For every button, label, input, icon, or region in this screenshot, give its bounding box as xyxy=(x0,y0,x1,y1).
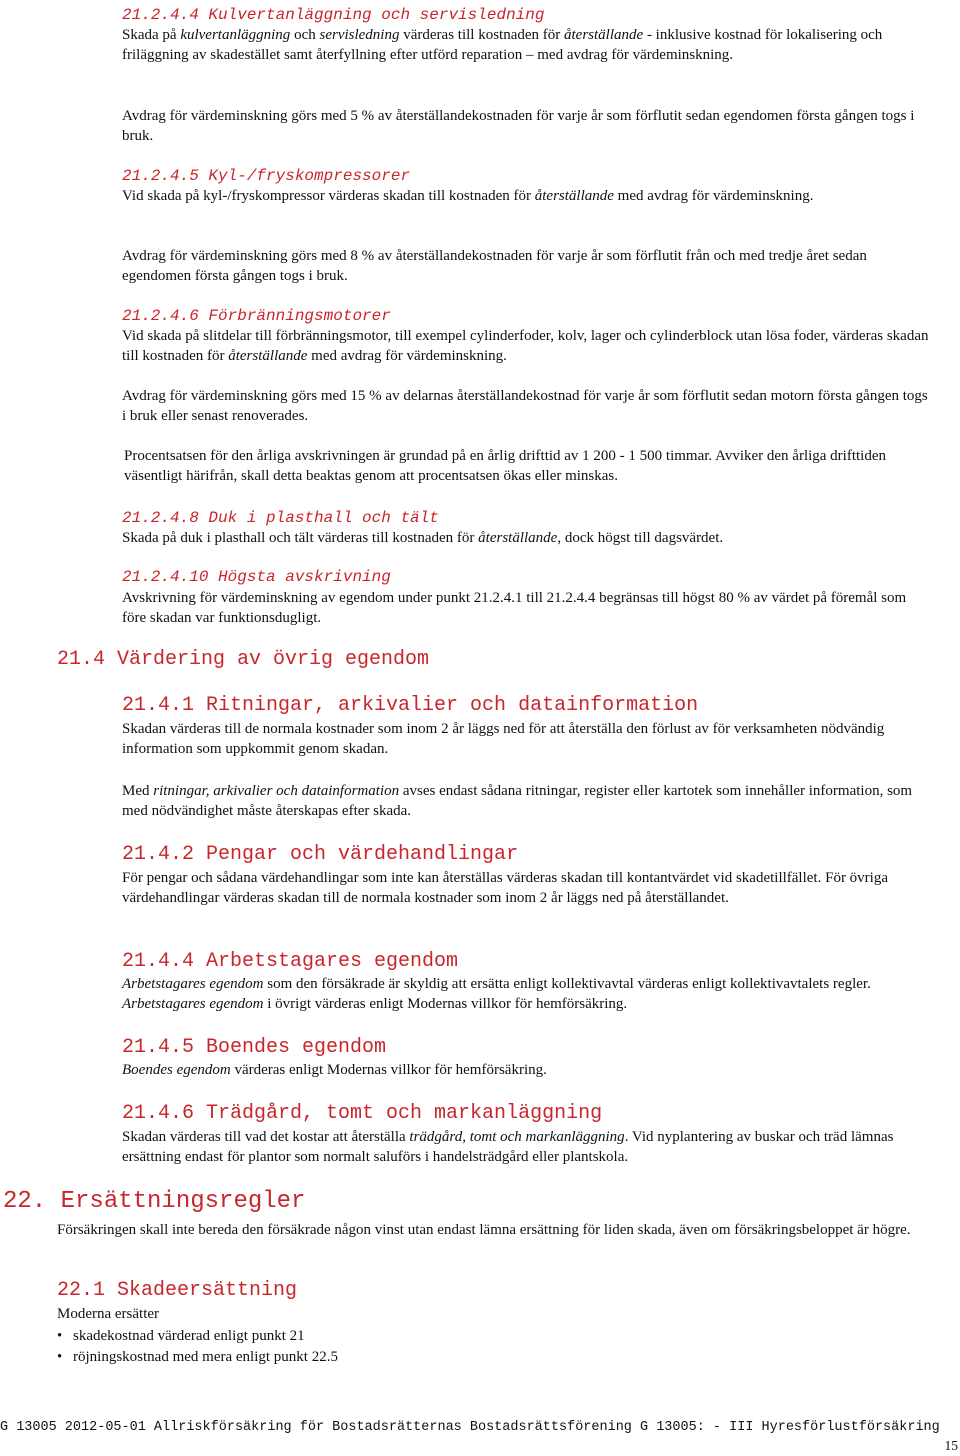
section-heading: 21.4 Värdering av övrig egendom xyxy=(57,648,430,671)
paragraph: Avdrag för värdeminskning görs med 15 % av delarnas återställandekostnad för varje år som förflutit sedan motorn första gången togs i bruk eller senast renoverades. xyxy=(122,388,928,424)
section-heading: 21.2.4.10 Högsta avskrivning xyxy=(122,568,391,586)
section-heading: 21.2.4.4 Kulvertanläggning och servisledning xyxy=(122,6,545,24)
paragraph: Avdrag för värdeminskning görs med 5 % av återställandekostnaden för varje år som förflutit sedan egendomen första gången togs i bruk. xyxy=(122,108,915,144)
bullet-list xyxy=(57,1326,338,1368)
section-heading: 21.4.6 Trädgård, tomt och markanläggning xyxy=(122,1102,603,1125)
page-footer: G 13005 2012-05-01 Allriskförsäkring för Bostadsrätternas Bostadsrättsförening G 13005: - III Hyresförlustförsäkring xyxy=(0,1420,940,1435)
section-heading: 21.2.4.6 Förbränningsmotorer xyxy=(122,307,391,325)
section-heading: 21.4.2 Pengar och värdehandlingar xyxy=(122,843,519,866)
paragraph: Med ritningar, arkivalier och datainformation avses endast sådana ritningar, register eller kartotek som innehåller information, som med nödvändighet måste återskapas efter skada. xyxy=(122,783,913,819)
paragraph: Arbetstagares egendom som den försäkrade är skyldig att ersätta enligt kollektivavtal värderas enligt kollektivavtalets regler. Arbetstagares egendom i övrigt värderas enligt Modernas villkor för hemförsäkring. xyxy=(122,976,871,1012)
paragraph: Avskrivning för värdeminskning av egendom under punkt 21.2.4.1 till 21.2.4.4 begränsas till högst 80 % av värdet på föremål som före skadan var funktionsdugligt. xyxy=(122,590,907,626)
section-heading: 21.4.1 Ritningar, arkivalier och datainformation xyxy=(122,694,699,717)
paragraph: För pengar och sådana värdehandlingar som inte kan återställas värderas skadan till kontantvärdet vid skadetillfället. För övriga värdehandlingar värderas skadan till de normala kostnader som inom 2 år läggs ned på återställandet. xyxy=(122,870,889,906)
section-heading: 21.4.5 Boendes egendom xyxy=(122,1036,387,1059)
paragraph: Skada på duk i plasthall och tält värderas till kostnaden för återställande, dock högst till dagsvärdet. xyxy=(122,530,724,546)
section-heading: 21.2.4.8 Duk i plasthall och tält xyxy=(122,509,439,527)
list-item: • skadekostnad värderad enligt punkt 21 xyxy=(57,1326,338,1347)
section-heading: 22.1 Skadeersättning xyxy=(57,1279,298,1302)
paragraph: Skadan värderas till de normala kostnader som inom 2 år läggs ned för att återställa den förlust av för verksamheten nödvändig information som uppkommit genom skadan. xyxy=(122,721,885,757)
paragraph: Skada på kulvertanläggning och servisledning värderas till kostnaden för återställande - inklusive kostnad för lokalisering och friläggning av skadestället samt återfyllning efter utförd reparation – med avdrag för värdeminskning. xyxy=(122,27,883,63)
paragraph: Vid skada på slitdelar till förbränningsmotor, till exempel cylinderfoder, kolv, lager och cylinderblock utan lösa foder, värderas skadan till kostnaden för återställande med avdrag för värdeminskning. xyxy=(122,328,929,364)
chapter-heading: 22. Ersättningsregler xyxy=(3,1188,306,1215)
paragraph: Vid skada på kyl-/fryskompressor värderas skadan till kostnaden för återställande med avdrag för värdeminskning. xyxy=(122,188,814,204)
section-heading: 21.4.4 Arbetstagares egendom xyxy=(122,950,459,973)
section-heading: 21.2.4.5 Kyl-/fryskompressorer xyxy=(122,167,411,185)
paragraph: Procentsatsen för den årliga avskrivningen är grundad på en årlig drifttid av 1 200 - 1 500 timmar. Avviker den årliga drifttiden väsentligt härifrån, skall detta beaktas genom att procentsatsen ökas eller minskas. xyxy=(124,448,887,484)
list-item: • röjningskostnad med mera enligt punkt 22.5 xyxy=(57,1347,338,1368)
paragraph: Boendes egendom värderas enligt Modernas villkor för hemförsäkring. xyxy=(122,1062,547,1078)
page-number: 15 xyxy=(944,1438,958,1453)
paragraph: Försäkringen skall inte bereda den försäkrade någon vinst utan endast lämna ersättning för liden skada, även om försäkringsbeloppet är högre. xyxy=(57,1222,911,1238)
paragraph: Avdrag för värdeminskning görs med 8 % av återställandekostnaden för varje år som förflutit från och med tredje året sedan egendomen första gången togs i bruk. xyxy=(122,248,867,284)
paragraph: Skadan värderas till vad det kostar att återställa trädgård, tomt och markanläggning. Vid nyplantering av buskar och träd lämnas ersättning endast för plantor som normalt saluförs i handelsträdgård eller plantskola. xyxy=(122,1129,894,1165)
paragraph: Moderna ersätter xyxy=(57,1306,160,1322)
